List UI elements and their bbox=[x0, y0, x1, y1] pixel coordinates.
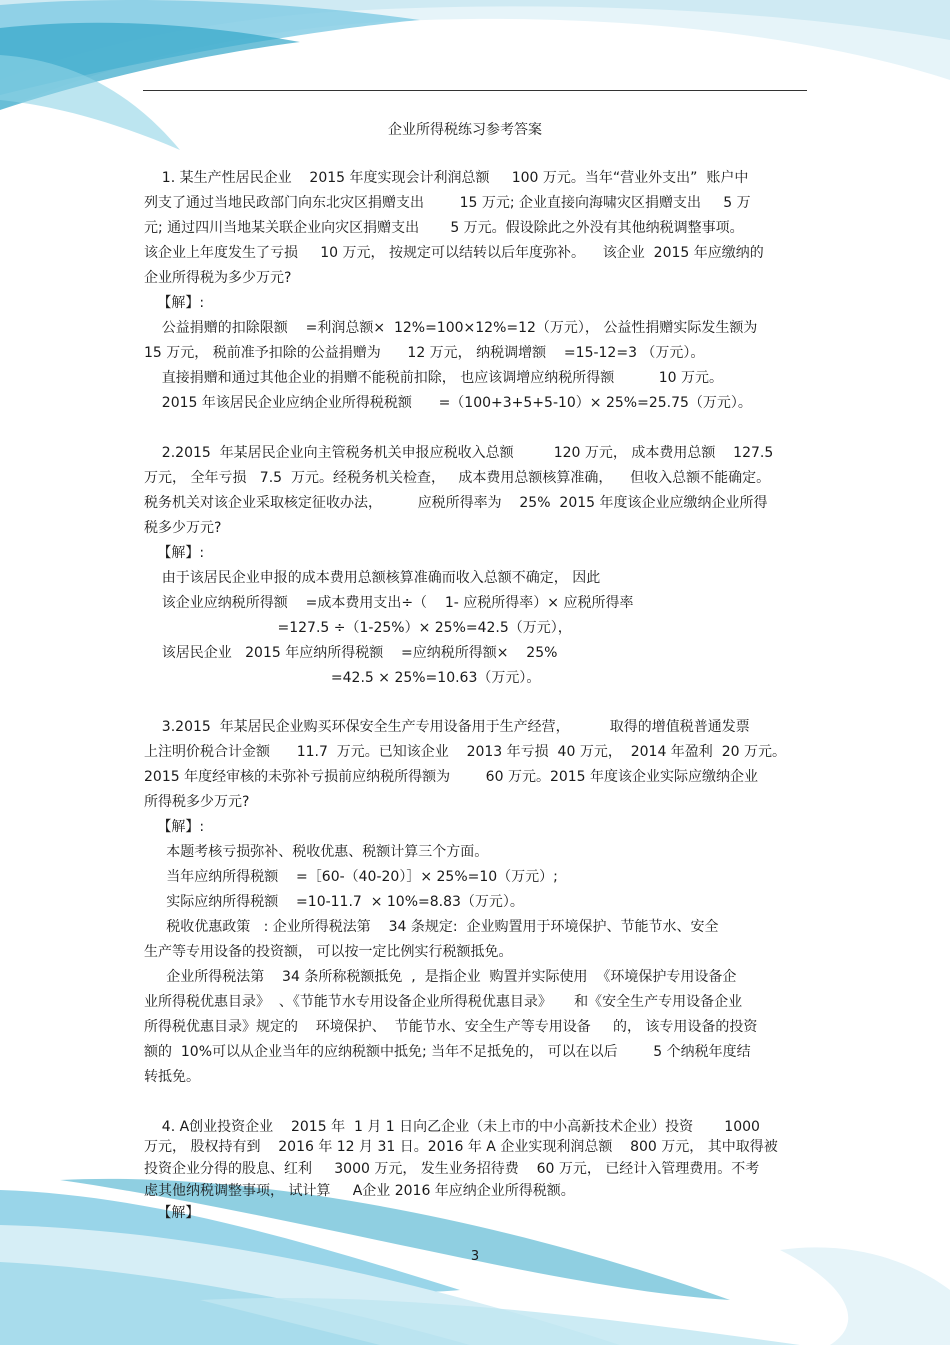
text-line: 15 万元， 税前准予扣除的公益捐赠为 12 万元， 纳税调增额 =15-12=3 （万元）。 bbox=[144, 345, 705, 361]
text-line: 2015 年该居民企业应纳企业所得税税额 =（100+3+5+5-10）× 25%=25.75（万元）。 bbox=[144, 395, 752, 411]
text-line: 【解】 bbox=[144, 1205, 200, 1221]
text-line: 该企业上年度发生了亏损 10 万元， 按规定可以结转以后年度弥补。 该企业 2015 年应缴纳的 bbox=[144, 245, 764, 261]
text-line: 所得税优惠目录》规定的 环境保护、 节能节水、安全生产等专用设备 的， 该专用设备的投资 bbox=[144, 1019, 758, 1035]
text-line: 3.2015 年某居民企业购买环保安全生产专用设备用于生产经营， 取得的增值税普通发票 bbox=[144, 719, 750, 735]
text-line: 额的 10%可以从企业当年的应纳税额中抵免; 当年不足抵免的， 可以在以后 5 个纳税年度结 bbox=[144, 1044, 751, 1060]
header-rule bbox=[143, 90, 807, 91]
text-line: 税多少万元? bbox=[144, 520, 222, 536]
text-line: 万元， 全年亏损 7.5 万元。经税务机关检查， 成本费用总额核算准确， 但收入总额不能确定。 bbox=[144, 470, 771, 486]
text-line: 列支了通过当地民政部门向东北灾区捐赠支出 15 万元; 企业直接向海啸灾区捐赠支出 5 万 bbox=[144, 195, 751, 211]
text-line: 税务机关对该企业采取核定征收办法， 应税所得率为 25% 2015 年度该企业应缴纳企业所得 bbox=[144, 495, 768, 511]
text-line: =42.5 × 25%=10.63（万元）。 bbox=[144, 670, 541, 686]
text-line: 4. A创业投资企业 2015 年 1 月 1 日向乙企业（未上市的中小高新技术企业）投资 1000 bbox=[144, 1119, 760, 1135]
document-title: 企业所得税练习参考答案 bbox=[388, 122, 542, 138]
text-line: 该居民企业 2015 年应纳所得税额 =应纳税所得额× 25% bbox=[144, 645, 558, 661]
text-line: 当年应纳所得税额 =［60-（40-20）］× 25%=10（万元）; bbox=[144, 869, 558, 885]
text-line: 由于该居民企业申报的成本费用总额核算准确而收入总额不确定， 因此 bbox=[144, 570, 601, 586]
text-line: 直接捐赠和通过其他企业的捐赠不能税前扣除， 也应该调增应纳税所得额 10 万元。 bbox=[144, 370, 724, 386]
text-line: 2.2015 年某居民企业向主管税务机关申报应税收入总额 120 万元， 成本费用总额 127.5 bbox=[144, 445, 774, 461]
text-line: 上注明价税合计金额 11.7 万元。已知该企业 2013 年亏损 40 万元， 2014 年盈利 20 万元。 bbox=[144, 744, 786, 760]
text-line: 生产等专用设备的投资额， 可以按一定比例实行税额抵免。 bbox=[144, 944, 513, 960]
text-line: 万元， 股权持有到 2016 年 12 月 31 日。2016 年 A 企业实现利润总额 800 万元， 其中取得被 bbox=[144, 1139, 778, 1155]
text-line: 投资企业分得的股息、红利 3000 万元， 发生业务招待费 60 万元， 已经计入管理费用。不考 bbox=[144, 1161, 760, 1177]
text-line: 企业所得税为多少万元? bbox=[144, 270, 292, 286]
page-number: 3 bbox=[470, 1249, 480, 1264]
text-line: 虑其他纳税调整事项， 试计算 A企业 2016 年应纳企业所得税额。 bbox=[144, 1183, 575, 1199]
text-line: 【解】: bbox=[144, 819, 205, 835]
text-line: 企业所得税法第 34 条所称税额抵免 , 是指企业 购置并实际使用 《环境保护专用设备企 bbox=[144, 969, 737, 985]
text-line: 【解】: bbox=[144, 545, 205, 561]
text-line: 2015 年度经审核的未弥补亏损前应纳税所得额为 60 万元。2015 年度该企业实际应缴纳企业 bbox=[144, 769, 759, 785]
text-line: 本题考核亏损弥补、税收优惠、税额计算三个方面。 bbox=[144, 844, 489, 860]
text-line: 所得税多少万元? bbox=[144, 794, 250, 810]
text-line: 实际应纳所得税额 =10-11.7 × 10%=8.83（万元）。 bbox=[144, 894, 524, 910]
text-line: 税收优惠政策 : 企业所得税法第 34 条规定: 企业购置用于环境保护、节能节水、安全 bbox=[144, 919, 719, 935]
text-line: 转抵免。 bbox=[144, 1069, 200, 1085]
text-line: 业所得税优惠目录》 、《节能节水专用设备企业所得税优惠目录》 和《安全生产专用设备企业 bbox=[144, 994, 743, 1010]
text-line: 【解】: bbox=[144, 295, 205, 311]
text-line: 1. 某生产性居民企业 2015 年度实现会计利润总额 100 万元。当年“营业外支出” 账户中 bbox=[144, 170, 749, 186]
text-line: 该企业应纳税所得额 =成本费用支出÷（ 1- 应税所得率）× 应税所得率 bbox=[144, 595, 634, 611]
text-line: 公益捐赠的扣除限额 =利润总额× 12%=100×12%=12（万元）， 公益性捐赠实际发生额为 bbox=[144, 320, 758, 336]
text-line: 元; 通过四川当地某关联企业向灾区捐赠支出 5 万元。假设除此之外没有其他纳税调整事项。 bbox=[144, 220, 744, 236]
text-line: =127.5 ÷（1-25%）× 25%=42.5（万元）， bbox=[144, 620, 572, 636]
